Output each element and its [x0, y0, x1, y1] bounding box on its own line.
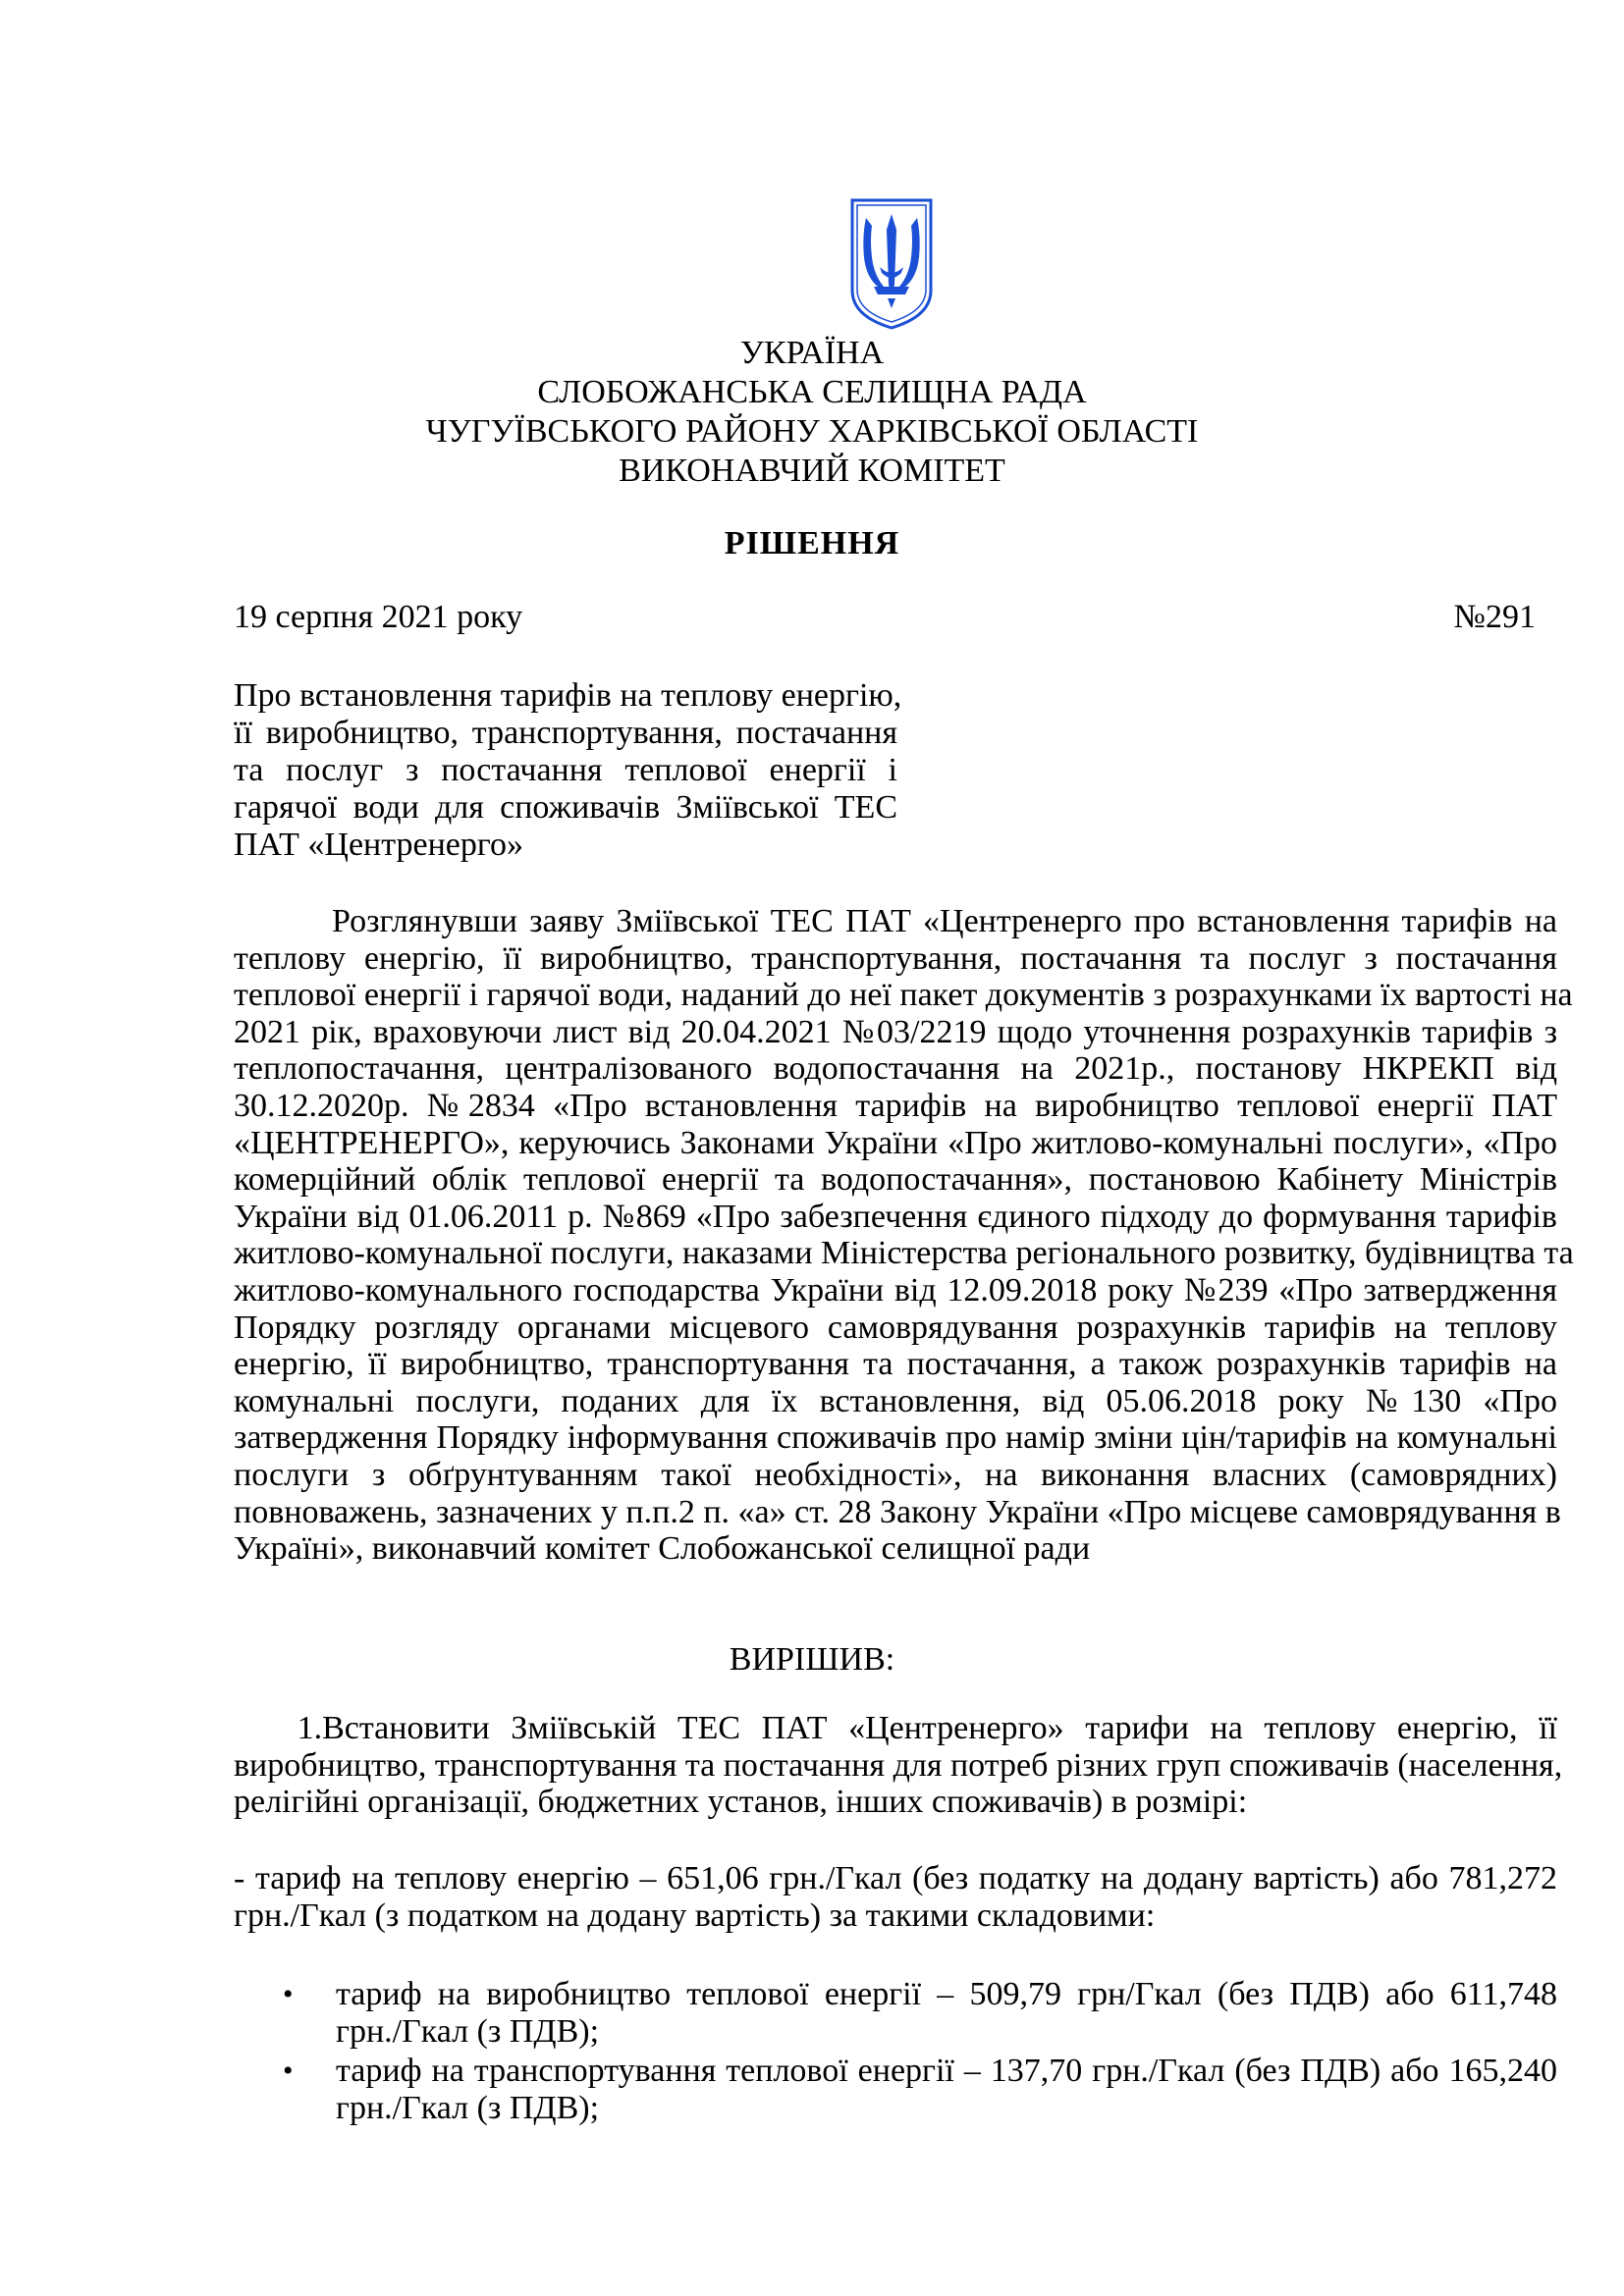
- decision-date: 19 серпня 2021 року: [234, 599, 523, 635]
- list-item-line: тариф на транспортування теплової енергії – 137,70 грн./Гкал (без ПДВ) або 165,240: [336, 2053, 1557, 2089]
- tariff-line: грн./Гкал (з податком на додану вартість) за такими складовими:: [234, 1897, 1156, 1934]
- preamble-line: енергію, її виробництво, транспортування та постачання, а також розрахунків тарифів на: [234, 1346, 1557, 1383]
- bullet-icon: •: [283, 2055, 294, 2087]
- point-1-line: 1.Встановити Зміївській ТЕС ПАТ «Центренерго» тарифи на теплову енергію, її: [234, 1710, 1557, 1746]
- preamble-line: України від 01.06.2011 р. №869 «Про забезпечення єдиного підходу до формування тарифів: [234, 1198, 1557, 1235]
- preamble-line: комерційний облік теплової енергії та водопостачання», постановою Кабінету Міністрів: [234, 1161, 1557, 1199]
- decision-subject: [234, 677, 902, 864]
- subject-line: та послуг з постачання теплової енергії і: [234, 752, 897, 788]
- point-1-line: релігійні організації, бюджетних установ, інших споживачів) в розмірі:: [234, 1784, 1248, 1821]
- preamble-line: послуги з обґрунтуванням такої необхідності», на виконання власних (самоврядних): [234, 1456, 1557, 1493]
- date-number-row: [234, 599, 1536, 636]
- list-item-line: грн./Гкал (з ПДВ);: [336, 2013, 600, 2050]
- tariff-paragraph: [234, 1860, 1557, 1935]
- list-item-line: тариф на виробництво теплової енергії – 509,79 грн/Гкал (без ПДВ) або 611,748: [336, 1976, 1557, 2012]
- subject-line: Про встановлення тарифів на теплову енергію,: [234, 677, 902, 714]
- header-country: УКРАЇНА: [739, 335, 885, 371]
- decided-heading: ВИРІШИВ:: [729, 1641, 895, 1678]
- preamble-line: теплову енергію, її виробництво, транспортування, постачання та послуг з постачання: [234, 939, 1557, 977]
- bullet-icon: •: [283, 1978, 294, 2010]
- header-council: СЛОБОЖАНСЬКА СЕЛИЩНА РАДА: [537, 374, 1087, 410]
- document-header: [0, 334, 1624, 491]
- document-title: РІШЕННЯ: [724, 525, 900, 561]
- preamble-line: житлово-комунального господарства України від 12.09.2018 року №239 «Про затвердження: [234, 1271, 1557, 1308]
- subject-line: гарячої води для споживачів Зміївської ТЕС: [234, 789, 897, 826]
- list-item: [234, 2053, 1557, 2127]
- tariff-components-list: [234, 1976, 1557, 2129]
- preamble-line: повноважень, зазначених у п.п.2 п. «а» ст. 28 Закону України «Про місцеве самоврядування в: [234, 1493, 1561, 1530]
- list-item-line: грн./Гкал (з ПДВ);: [336, 2090, 600, 2126]
- header-district: ЧУГУЇВСЬКОГО РАЙОНУ ХАРКІВСЬКОЇ ОБЛАСТІ: [425, 413, 1199, 450]
- preamble-paragraph: [234, 903, 1574, 1568]
- preamble-line: житлово-комунальної послуги, наказами Міністерства регіонального розвитку, будівництва та: [234, 1235, 1574, 1272]
- preamble-line: 30.12.2020р. №2834 «Про встановлення тарифів на виробництво теплової енергії ПАТ: [234, 1087, 1557, 1124]
- subject-line: її виробництво, транспортування, постачання: [234, 715, 897, 751]
- preamble-line: затвердження Порядку інформування споживачів про намір зміни цін/тарифів на комунальні: [234, 1419, 1557, 1457]
- header-committee: ВИКОНАВЧИЙ КОМІТЕТ: [619, 453, 1005, 489]
- preamble-line: комунальні послуги, поданих для їх встановлення, від 05.06.2018 року №130 «Про: [234, 1382, 1557, 1419]
- preamble-line: Порядку розгляду органами місцевого самоврядування розрахунків тарифів на теплову: [234, 1308, 1557, 1346]
- preamble-line: «ЦЕНТРЕНЕРГО», керуючись Законами України «Про житлово-комунальні послуги», «Про: [234, 1124, 1557, 1161]
- tryzub-coat-of-arms-icon: [848, 196, 935, 332]
- preamble-line: Україні», виконавчий комітет Слобожанської селищної ради: [234, 1530, 1091, 1568]
- preamble-line: теплопостачання, централізованого водопостачання на 2021р., постанову НКРЕКП від: [234, 1050, 1557, 1088]
- list-item: [234, 1976, 1557, 2051]
- point-1-paragraph: [234, 1710, 1563, 1821]
- point-1-line: виробництво, транспортування та постачання для потреб різних груп споживачів (населення,: [234, 1746, 1563, 1784]
- preamble-line: Розглянувши заяву Зміївської ТЕС ПАТ «Центренерго про встановлення тарифів на: [332, 903, 1557, 939]
- preamble-line: 2021 рік, враховуючи лист від 20.04.2021 №03/2219 щодо уточнення розрахунків тарифів з: [234, 1013, 1557, 1050]
- tariff-line: - тариф на теплову енергію – 651,06 грн./Гкал (без податку на додану вартість) або 781,272: [234, 1860, 1557, 1896]
- decision-number: №291: [1453, 599, 1536, 635]
- preamble-line: теплової енергії і гарячої води, наданий до неї пакет документів з розрахунками їх вартості на: [234, 977, 1573, 1014]
- subject-line: ПАТ «Центренерго»: [234, 827, 523, 863]
